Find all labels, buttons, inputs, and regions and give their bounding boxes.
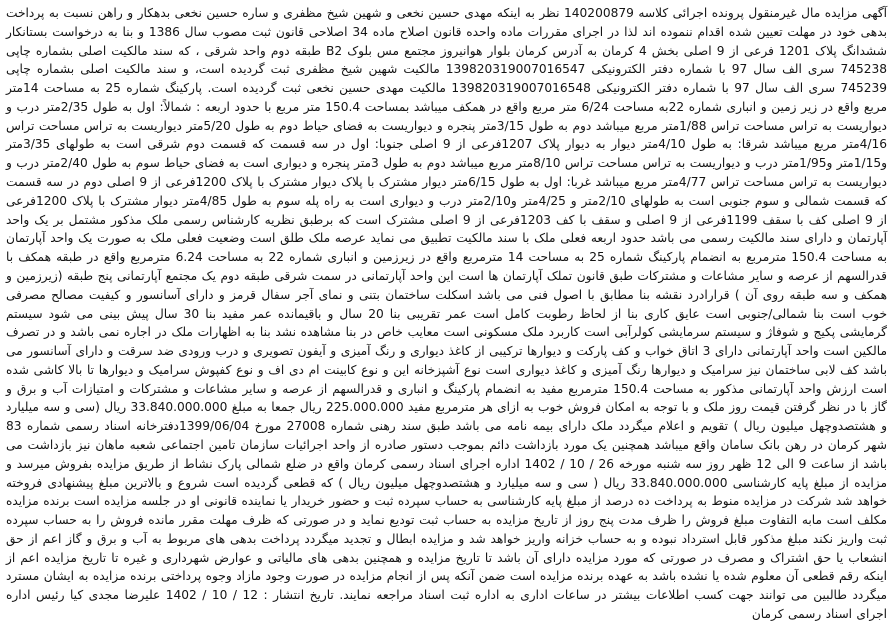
auction-notice-text: آگهی مزایده مال غیرمنقول پرونده اجرائی کلاسه 140200879 نظر به اینکه مهدی حسین نخعی و شهین شیخ مظفری و ساره حسین نخعی بدهکار و راهن نسبت به پرداخت بدهی خود در مهلت تعیین شده اقدام ننموده اند لذا در اجرای مقررات ماده واحده قانون اصلاح ماده 34 اصلاحی قانون ثبت مصوب سال 1386 و بنا به درخواست بستانکار ششدانگ پلاک 1201 فرعی از 9 اصلی بخش 4 کرمان به آدرس کرمان بلوار هوانیروز مجتمع مس بلوک B2 طبقه دوم واحد شرقی ، که سند مالکیت اصلی بشماره چاپی 745238 سری الف سال 97 با شماره دفتر الکترونیکی 139820319007016547 مالکیت شهین شیخ مظفری ثبت گردیده است، و سند مالکیت اصلی بشماره چاپی 745239 سری الف سال 97 با شماره دفتر الکترونیکی 139820319007016548 مالکیت مهدی حسین نخعی ثبت گردیده است. پارکینگ شماره 25 به مساحت 14متر مربع واقع در زیر زمین و انباری شماره 22به مساحت 6/24 متر مربع واقع در همکف میباشد بمساحت 150.4 متر مربع با حدود اربعه : شمالاً: اول به طول 2/35متر درب و دیواریست به تراس مساحت تراس 1/88متر مربع میباشد دوم به طول 3/15متر پنجره و دیواریست به فضای حیاط دوم به طول 5/20متر دیواریست به تراس مساحت تراس 4/16متر مربع میباشد شرقا: به طول 4/10متر دیوار به دیوار پلاک 1207فرعی از 9 اصلی جنوبا: اول در سه قسمت که قسمت دوم شرقی است به طولهای 3/35متر و1/15متر و1/95متر درب و دیواریست به تراس مساحت تراس 8/10متر مربع میباشد دوم به طول 3متر پنجره و دیواری است به فضای حیاط سوم به طول 2/40متر درب و دیواریست به تراس مساحت تراس 4/77متر مربع میباشد غربا: اول به طول 6/15متر دیوار مشترک با پلاک دیوار مشترک با پلاک 1200فرعی از 9 اصلی دوم در سه قسمت که قسمت شمالی و سوم جنوبی است به طولهای 2/10متر و 4/25متر و2/10متر درب و دیواری است به راه پله سوم به طول 4/85متر دیوار مشترک با پلاک 1200فرعی از 9 اصلی کف با سقف 1199فرعی از 9 اصلی و سقف با کف 1203فرعی از 9 اصلی مشترک است که برطبق نظریه کارشناس رسمی ملک مذکور مشتمل بر یک واحد آپارتمان و دارای سند مالکیت رسمی می باشد حدود اربعه فعلی ملک با سند مالکیت تطبیق می نماید عرصه ملک طلق است وضعیت فعلی ملک به صورت یک واحد آپارتمان به مساحت 150.4 مترمربع به انضمام پارکینگ شماره 25 به مساحت 14 مترمربع واقع در زیرزمین و انباری شماره 22 به مساحت 6.24 مترمربع واقع در طبقه همکف با قدرالسهم از عرصه و سایر مشاعات و مشترکات طبق قانون تملک آپارتمان ها است این واحد آپارتمانی در سمت شرقی طبقه دوم یک مجتمع آپارتمانی پنج طبقه (زیرزمین و همکف و سه طبقه روی آن ) قرارادرد نقشه بنا مطابق با اصول فنی می باشد اسکلت ساختمان بتنی و نمای آجر سفال قرمز و دارای آسانسور و کیفیت مصالح مصرفی خوب است بنا شمالی/جنوبی است عایق کاری بنا از لحاظ رطوبت کامل است عمر تقریبی بنا 20 سال و باقیمانده عمر مفید بنا 30 سال پیش بینی می شود سیستم گرمایشی پکیج و شوفاژ و سیستم سرمایشی کولرآبی است کاربرد ملک مسکونی است معایب خاص در بنا مشاهده نشد بنا به اظهارات ملک در اجاره نمی باشد و در تصرف مالکین است واحد آپارتمانی دارای 3 اتاق خواب و کف پارکت و دیوارها ترکیبی از کاغذ دیواری و رنگ آمیزی و آیفون تصویری و درب ورودی ضد سرقت و دارای آسانسور می باشد کف لابی ساختمان نیز سرامیک و دیوارها رنگ آمیزی و کاغذ دیواری است نوع آشپزخانه این و نوع کابینت ام دی اف و نوع کفپوش سرامیک و دیوارها تا بالا کاشی شده است ارزش واحد آپارتمانی مذکور به مساحت 150.4 مترمربع مفید به انضمام پارکینگ و انباری و قدرالسهم از عرصه و سایر مشاعات و مشترکات و امتیازات آب و برق و گاز با در نظر گرفتن قیمت روز ملک و با توجه به امکان فروش خوب به ازای هر مترمربع مفید 225.000.000 ریال جمعا به مبلغ 33.840.000.000 ریال (سی و سه میلیارد و هشتصدوچهل میلیون ریال ) تقویم و اعلام میگردد ملک دارای بیمه نامه می باشد طبق سند رهنی شماره 27008 مورخ 1399/06/04دفترخانه اسناد رسمی شماره 83 شهر کرمان در رهن بانک سامان واقع میباشد همچنین یک مورد بازداشت دائم بموجب دستور صادره از واحد اجرائیات سازمان تامین اجتماعی شعبه ماهان نیز بازداشت می باشد از ساعت 9 الی 12 ظهر روز سه شنبه مورخه 26 / 10 / 1402 اداره اجرای اسناد رسمی کرمان واقع در ضلع شمالی پارک نشاط از طریق مزایده بفروش میرسد و مزایده از مبلغ پایه کارشناسی 33.840.000.000 ریال ( سی و سه میلیارد و هشتصدوچهل میلیون ریال ) که قطعی گردیده است شروع و بالاترین مبلغ پیشنهادی فروخته خواهد شد شرکت در مزایده منوط به پرداخت ده درصد از مبلغ پایه کارشناسی به حساب سپرده ثبت و حضور خریدار یا نماینده قانونی او در جلسه مزایده است برنده مزایده مکلف است مابه التفاوت مبلغ فروش را ظرف مدت پنج روز از تاریخ مزایده به حساب ثبت تودیع نماید و در صورتی که ظرف مهلت مقرر مانده فروش را به حساب سپرده ثبت واریز نکند مبلغ مذکور قابل استرداد نبوده و به حساب خزانه واریز خواهد شد و مزایده ابطال و تجدید میگردد پرداخت بدهی های مربوط به آب و برق و گاز اعم از حق انشعاب یا حق اشتراک و مصرف در صورتی که مورد مزایده دارای آن باشد تا تاریخ مزایده و همچنین بدهی های مالیاتی و عوارض شهرداری و غیره تا تاریخ مزایده اعم از اینکه رقم قطعی آن معلوم شده یا نشده باشد به عهده برنده مزایده است ضمن آنکه پس از انجام مزایده در صورت وجود مازاد وجوه پرداختی برنده مزایده به ایشان مسترد میگردد طالبین می توانند جهت کسب اطلاعات بیشتر در ساعات اداری به اداره ثبت اسناد مراجعه نمایند. تاریخ انتشار : 12 / 10 / 1402 علیرضا مجدی کیا رئیس اداره اجرای اسناد رسمی کرمان [6, 6, 888, 621]
